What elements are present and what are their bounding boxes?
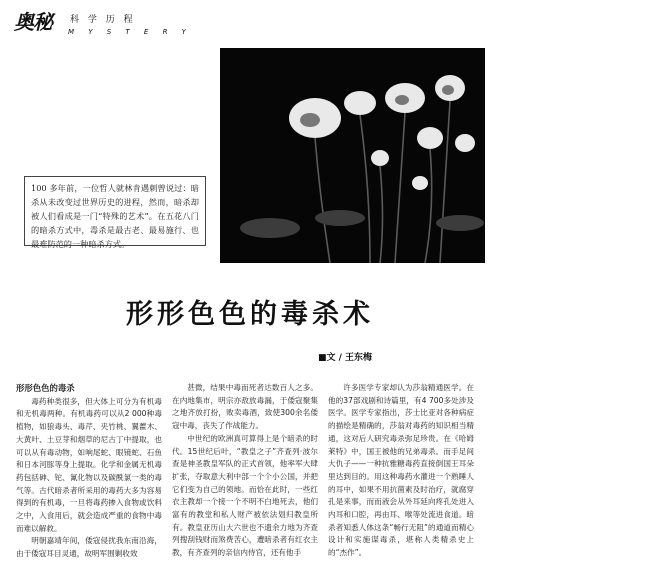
photo-caption: 最美的毒花	[648, 297, 656, 350]
article-headline: 形形色色的毒杀术	[126, 299, 374, 330]
poison-flower-illustration	[220, 48, 485, 263]
article-column-1	[16, 382, 162, 561]
intro-box: 100 多年前，一位哲人就林肯遇刺曾说过：暗杀从未改变过世界历史的进程，然而，暗杀却被人们看成是一门“特殊的艺术”。在五花八门的暗杀方式中，毒杀是最古老、最易施行、也最难防范的一种暗杀方式。	[24, 176, 206, 246]
paragraph: 甚微，结果中毒而死者达数百人之多。在内地集市，明宗亦敌放毒漏，于倭寇聚集之地齐放打扮，败卖毒酒，致使300余名倭寇中毒，丧失了作战能力。	[172, 383, 318, 431]
paragraph: 明朝嘉靖年间，倭寇侵扰我东南沿海，由于倭寇耳目灵通，故明军围剿收效	[16, 536, 162, 559]
masthead	[14, 6, 214, 46]
article-byline: ■文 / 王东梅	[318, 353, 373, 363]
column-subheading: 形形色色的毒杀	[16, 383, 75, 393]
section-subtitle: M Y S T E R Y	[68, 28, 192, 36]
section-name: 科 学 历 程	[70, 15, 136, 25]
paragraph: 毒药种类很多，但大体上可分为有机毒和无机毒两种。有机毒药可以从2 000种毒植物，如狼毒头、毒芹、夹竹桃、翼藿木、大黄叶、土豆芽和烟草的尼古丁中提取，也可以从有毒动物，如响尾蛇、眼镜蛇、石鱼和日本河豚等身上提取。化学和金属无机毒药包括砷、铊、氰化物以及碳酰氯一类的毒气等。古代暗杀者所采用的毒药大多为容易得到的有机毒，一旦将毒药掺入食物或饮料之中，入食用后，就会造成严重的食物中毒而难以解救。	[16, 396, 162, 533]
article-column-3	[328, 382, 474, 560]
paragraph: 中世纪的欧洲真可算得上是个暗杀的时代。15世纪后叶，“教皇之子”齐查列·波尔查是神圣教皇军队的正式首领，他率军大肆扩张，夺取意大利中部一个个小公国，并把它们变为自己的领地。而恰在此时，一些红衣主教却一个接一个不明不白地死去，他们富有的教堂和私人财产被依法划归教皇所有。教皇亚历山大六世也不遗余力地为齐查列搜刮钱财而煞费苦心，遭暗杀者有红衣主教，有齐查列的亲信内侍官，还有他手	[172, 433, 318, 558]
article-column-2	[172, 382, 318, 560]
magazine-logo: 奥秘	[14, 10, 52, 34]
paragraph: 许多医学专家却认为莎翁精通医学。在他的37部戏剧和诗篇里，有4 700多处涉及医学。医学专家指出，莎士比亚对各种病症的描绘是精确的，莎翁对毒药的知识相当精通，这对后人研究毒杀弥足珍贵。在《哈姆莱特》中，国王被他的兄弟毒杀。而手足间大仇子——一种抗雅糖毒药直接倒国王耳朵里达到目的。用这种毒药水灌进一个熟睡人的耳中，如果不用抗菌素及时治疗，就腐穿孔是来事，而而液会从外耳延向疼孔处进入内耳和口腔，再由耳、喉等处流进食道。暗杀者知悉人体这条“畅行无阻”的通道而精心设计和实施谋毒杀，堪称人类精杀史上的“杰作”。	[328, 383, 474, 558]
